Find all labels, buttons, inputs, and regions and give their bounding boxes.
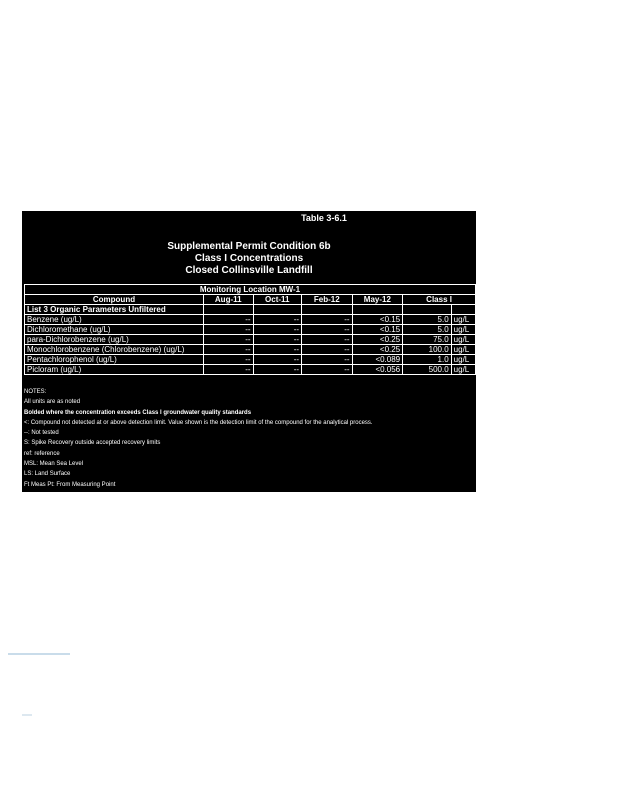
group-row — [25, 305, 476, 315]
feb-12-cell: -- — [302, 325, 353, 335]
heading-line-1: Supplemental Permit Condition 6b — [167, 241, 331, 252]
table-row — [25, 345, 476, 355]
oct-11-cell: -- — [253, 345, 302, 355]
aug-11-cell: -- — [203, 325, 253, 335]
feb-12-cell: -- — [302, 315, 353, 325]
table-number: Table 3-6.1 — [301, 213, 347, 223]
compound-cell: Dichloromethane (ug/L) — [25, 325, 204, 335]
note-line: Ft Meas Pt: From Measuring Point — [24, 481, 116, 488]
oct-11-cell: -- — [253, 325, 302, 335]
feb-12-cell: -- — [302, 345, 353, 355]
unit-cell: ug/L — [451, 335, 475, 345]
title-block — [22, 213, 476, 277]
location-header-row — [25, 285, 476, 295]
class-i-cell: 500.0 — [403, 365, 452, 375]
may-12-cell: <0.25 — [352, 345, 403, 355]
aug-11-cell: -- — [203, 315, 253, 325]
class-i-cell: 5.0 — [403, 325, 452, 335]
scan-artifact — [22, 714, 32, 716]
aug-11-cell: -- — [203, 355, 253, 365]
note-line: S: Spike Recovery outside accepted recovery limits — [24, 440, 161, 447]
heading-line-3: Closed Collinsville Landfill — [185, 265, 313, 276]
unit-cell: ug/L — [451, 315, 475, 325]
may-12-cell: <0.15 — [352, 315, 403, 325]
note-line: LS: Land Surface — [24, 471, 71, 478]
note-line: All units are as noted — [24, 399, 81, 406]
table-row — [25, 365, 476, 375]
note-line: MSL: Mean Sea Level — [24, 461, 84, 468]
column-header-row — [25, 295, 476, 305]
class-i-cell: 75.0 — [403, 335, 452, 345]
col-class-i: Class I — [403, 295, 476, 305]
note-line: ref: reference — [24, 450, 60, 457]
may-12-cell: <0.15 — [352, 325, 403, 335]
oct-11-cell: -- — [253, 355, 302, 365]
compound-cell: Monochlorobenzene (Chlorobenzene) (ug/L) — [25, 345, 204, 355]
table-row — [25, 355, 476, 365]
location-header: Monitoring Location MW-1 — [25, 285, 476, 295]
table-row — [25, 315, 476, 325]
note-line: Bolded where the concentration exceeds Class I groundwater quality standards — [24, 409, 252, 416]
class-i-cell: 100.0 — [403, 345, 452, 355]
table-row — [25, 325, 476, 335]
compound-cell: Picloram (ug/L) — [25, 365, 204, 375]
feb-12-cell: -- — [302, 355, 353, 365]
concentrations-table — [24, 284, 476, 375]
class-i-cell: 5.0 — [403, 315, 452, 325]
compound-cell: Benzene (ug/L) — [25, 315, 204, 325]
col-may-12: May-12 — [352, 295, 403, 305]
feb-12-cell: -- — [302, 365, 353, 375]
may-12-cell: <0.056 — [352, 365, 403, 375]
compound-cell: para-Dichlorobenzene (ug/L) — [25, 335, 204, 345]
aug-11-cell: -- — [203, 345, 253, 355]
note-line: <: Compound not detected at or above detection limit. Value shown is the detection limit of the compound for the analytical process. — [24, 419, 373, 426]
scanned-table-page — [22, 211, 476, 492]
group-label: List 3 Organic Parameters Unfiltered — [25, 305, 204, 315]
may-12-cell: <0.089 — [352, 355, 403, 365]
oct-11-cell: -- — [253, 335, 302, 345]
aug-11-cell: -- — [203, 335, 253, 345]
note-line: --: Not tested — [24, 430, 59, 437]
col-aug-11: Aug-11 — [203, 295, 253, 305]
col-oct-11: Oct-11 — [253, 295, 302, 305]
unit-cell: ug/L — [451, 325, 475, 335]
unit-cell: ug/L — [451, 365, 475, 375]
may-12-cell: <0.25 — [352, 335, 403, 345]
feb-12-cell: -- — [302, 335, 353, 345]
notes-title: NOTES: — [24, 389, 47, 395]
col-feb-12: Feb-12 — [302, 295, 353, 305]
aug-11-cell: -- — [203, 365, 253, 375]
unit-cell: ug/L — [451, 345, 475, 355]
unit-cell: ug/L — [451, 355, 475, 365]
compound-cell: Pentachlorophenol (ug/L) — [25, 355, 204, 365]
heading-line-2: Class I Concentrations — [194, 253, 304, 264]
notes-block — [24, 387, 474, 490]
scan-artifact — [8, 653, 70, 655]
class-i-cell: 1.0 — [403, 355, 452, 365]
oct-11-cell: -- — [253, 315, 302, 325]
table-row — [25, 335, 476, 345]
col-compound: Compound — [25, 295, 204, 305]
oct-11-cell: -- — [253, 365, 302, 375]
